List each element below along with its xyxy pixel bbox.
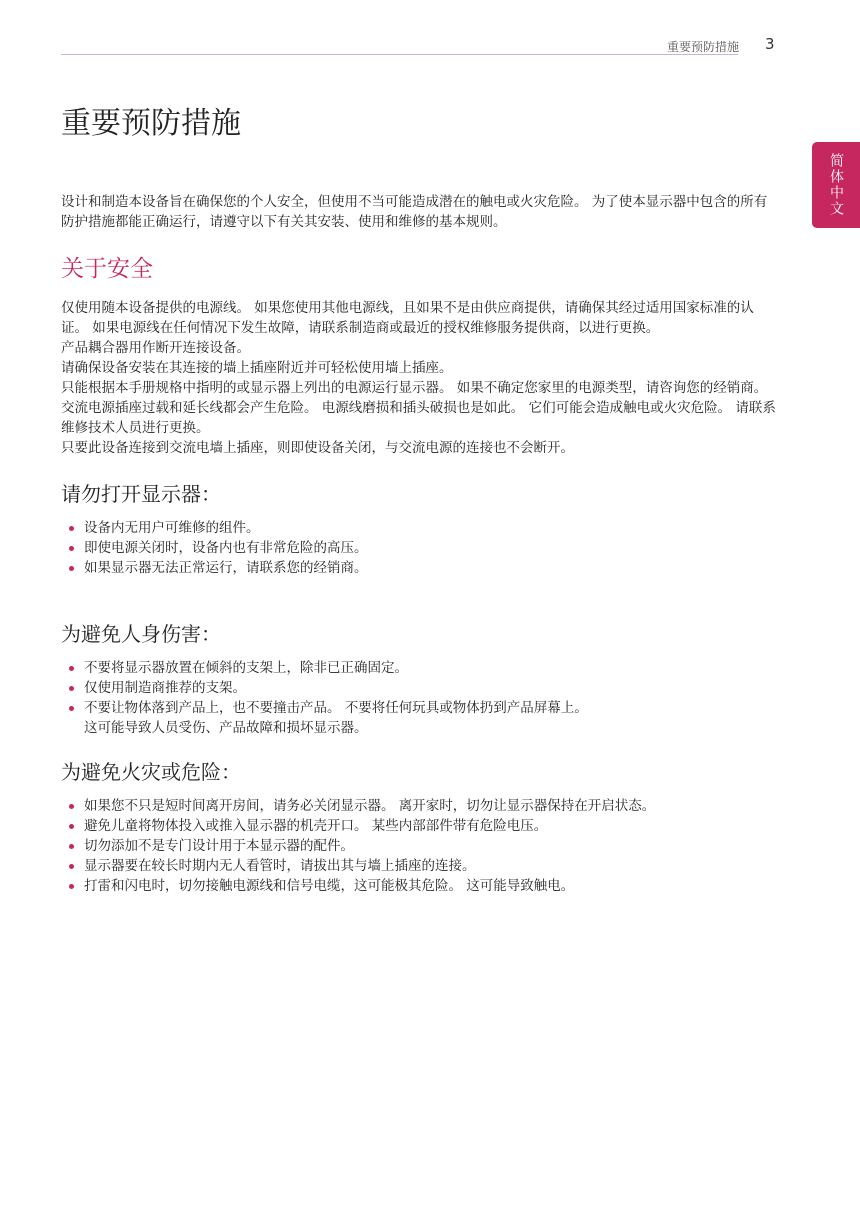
list-item: 设备内无用户可维修的组件。 (61, 518, 776, 538)
injury-heading: 为避免人身伤害： (61, 622, 221, 646)
header-divider (61, 54, 738, 55)
intro-paragraph: 设计和制造本设备旨在确保您的个人安全，但使用不当可能造成潜在的触电或火灾危险。 为了使本显示器中包含的所有防护措施都能正确运行，请遵守以下有关其安装、使用和维修的基本规则。 (61, 194, 768, 230)
safety-paragraph: 产品耦合器用作断开连接设备。 (61, 340, 250, 356)
list-item: 仅使用制造商推荐的支架。 (61, 678, 776, 698)
running-header: 重要预防措施 (666, 40, 739, 54)
safety-paragraph: 只要此设备连接到交流电墙上插座，则即使设备关闭，与交流电源的连接也不会断开。 (61, 440, 574, 456)
injury-list (61, 658, 776, 718)
list-item: 不要让物体落到产品上，也不要撞击产品。 不要将任何玩具或物体扔到产品屏幕上。 (61, 698, 776, 718)
list-item: 不要将显示器放置在倾斜的支架上，除非已正确固定。 (61, 658, 776, 678)
list-item: 即使电源关闭时，设备内也有非常危险的高压。 (61, 538, 776, 558)
page-content (61, 100, 776, 896)
page-title: 重要预防措施 (61, 106, 241, 141)
safety-paragraph: 只能根据本手册规格中指明的或显示器上列出的电源运行显示器。 如果不确定您家里的电源类型，请咨询您的经销商。 (61, 380, 768, 396)
do-not-open-heading: 请勿打开显示器： (61, 482, 221, 506)
list-item: 打雷和闪电时，切勿接触电源线和信号电缆，这可能极其危险。 这可能导致触电。 (61, 876, 776, 896)
list-item-continuation: 这可能导致人员受伤、产品故障和损坏显示器。 (84, 720, 368, 736)
list-item: 避免儿童将物体投入或推入显示器的机壳开口。 某些内部部件带有危险电压。 (61, 816, 776, 836)
page-number: 3 (765, 35, 775, 53)
fire-heading: 为避免火灾或危险： (61, 760, 241, 784)
safety-paragraph: 交流电源插座过载和延长线都会产生危险。 电源线磨损和插头破损也是如此。 它们可能会造成触电或火灾危险。 请联系维修技术人员进行更换。 (61, 400, 776, 436)
list-item: 显示器要在较长时期内无人看管时，请拔出其与墙上插座的连接。 (61, 856, 776, 876)
language-tab: 简体中文 (812, 142, 860, 228)
fire-list (61, 796, 776, 896)
list-item: 如果显示器无法正常运行，请联系您的经销商。 (61, 558, 776, 578)
safety-paragraph: 请确保设备安装在其连接的墙上插座附近并可轻松使用墙上插座。 (61, 360, 453, 376)
injury-section (61, 620, 776, 738)
do-not-open-section (61, 480, 776, 578)
list-item: 切勿添加不是专门设计用于本显示器的配件。 (61, 836, 776, 856)
safety-paragraph: 仅使用随本设备提供的电源线。 如果您使用其他电源线，且如果不是由供应商提供，请确保其经过适用国家标准的认证。 如果电源线在任何情况下发生故障，请联系制造商或最近的授权维修服务提供商，以进行更换。 (61, 300, 754, 336)
list-item: 如果您不只是短时间离开房间，请务必关闭显示器。 离开家时，切勿让显示器保持在开启状态。 (61, 796, 776, 816)
safety-text (61, 298, 776, 458)
safety-heading: 关于安全 (61, 256, 153, 282)
do-not-open-list (61, 518, 776, 578)
fire-section (61, 758, 776, 896)
